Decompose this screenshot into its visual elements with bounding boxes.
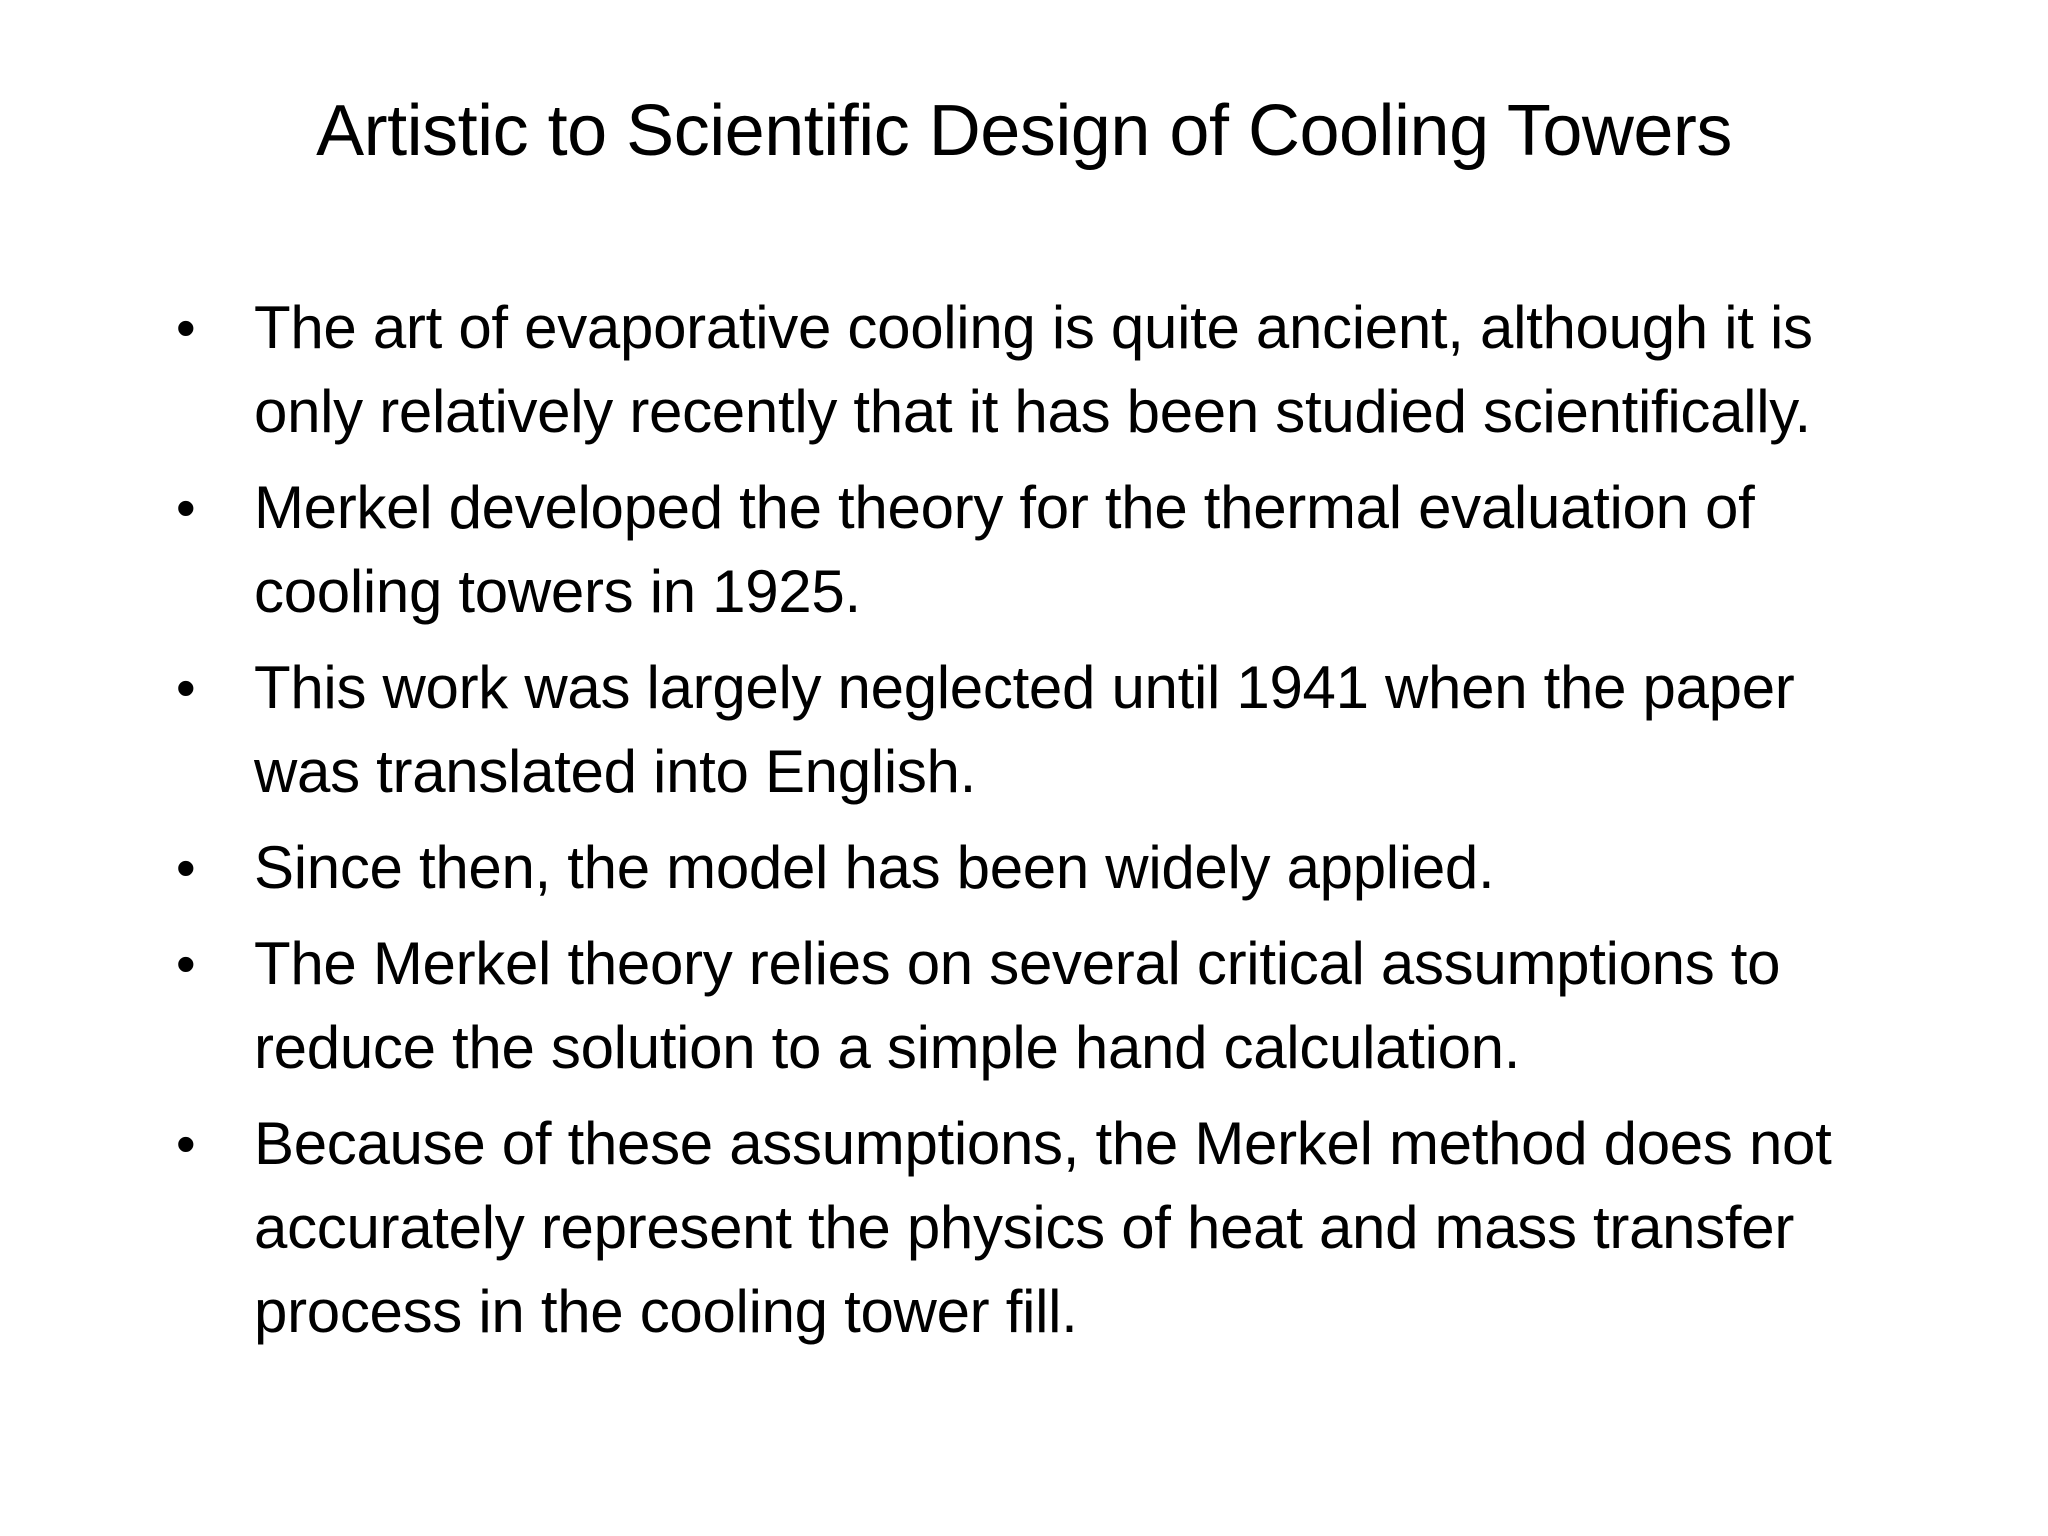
bullet-text: Merkel developed the theory for the thermal evaluation of cooling towers in 1925.	[254, 474, 1755, 625]
bullet-icon: •	[176, 296, 196, 359]
bullet-icon: •	[176, 656, 196, 719]
bullet-icon: •	[176, 836, 196, 899]
bullet-list	[170, 286, 1910, 1366]
bullet-icon: •	[176, 932, 196, 995]
bullet-item	[170, 286, 1910, 454]
bullet-icon: •	[176, 476, 196, 539]
bullet-text: The art of evaporative cooling is quite ancient, although it is only relatively recently that it has been studied scientifically.	[254, 294, 1813, 445]
bullet-text: Since then, the model has been widely applied.	[254, 834, 1495, 901]
bullet-item	[170, 466, 1910, 634]
bullet-text: The Merkel theory relies on several critical assumptions to reduce the solution to a simple hand calculation.	[254, 930, 1781, 1081]
bullet-item	[170, 646, 1910, 814]
bullet-item	[170, 922, 1910, 1090]
bullet-text: Because of these assumptions, the Merkel method does not accurately represent the physics of heat and mass transfer process in the cooling tower fill.	[254, 1110, 1832, 1345]
slide-title: Artistic to Scientific Design of Cooling Towers	[316, 91, 1732, 171]
bullet-item	[170, 826, 1910, 910]
bullet-icon: •	[176, 1112, 196, 1175]
bullet-text: This work was largely neglected until 1941 when the paper was translated into English.	[254, 654, 1795, 805]
bullet-item	[170, 1102, 1910, 1354]
